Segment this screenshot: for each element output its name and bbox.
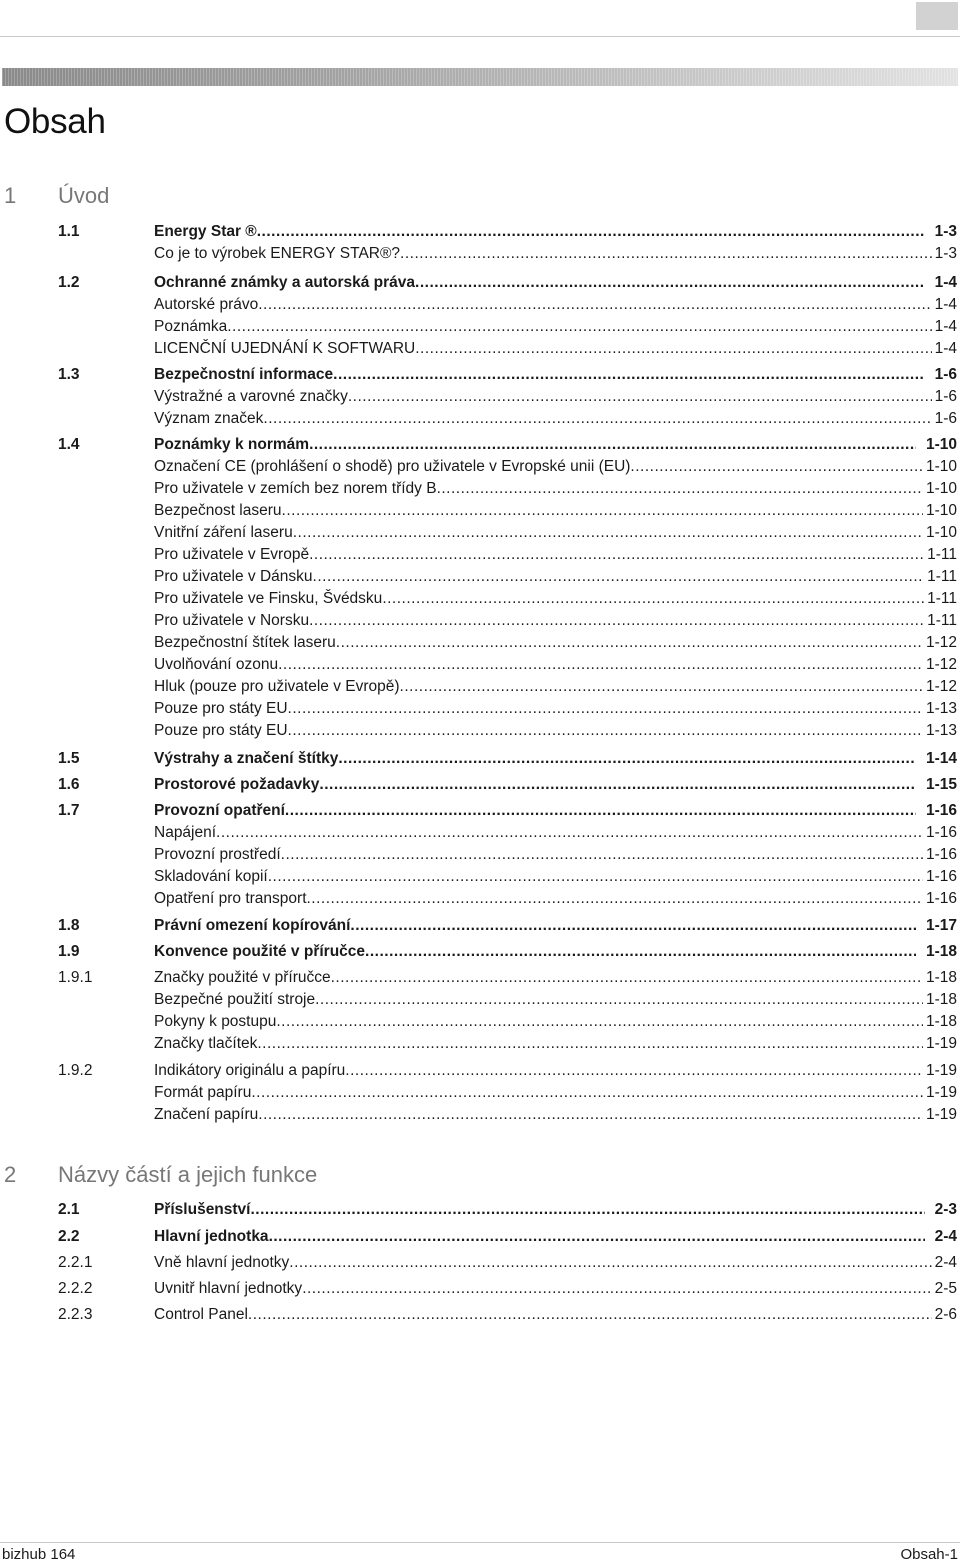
toc-entry-title: Pouze pro státy EU xyxy=(154,722,288,739)
toc-entry-number: 2.2.1 xyxy=(58,1254,93,1271)
dot-leader xyxy=(400,677,923,697)
toc-entry-number: 1.7 xyxy=(58,802,80,819)
toc-entry-number: 1.6 xyxy=(58,776,80,793)
toc-entry-page: 1-6 xyxy=(934,366,957,383)
toc-entry-page: 1-17 xyxy=(925,917,957,934)
toc-entry-title: Napájení xyxy=(154,824,217,841)
toc-entry-title: Poznámka xyxy=(154,318,228,335)
dot-leader xyxy=(307,889,923,909)
dot-leader xyxy=(263,409,931,429)
toc-entry-page: 1-3 xyxy=(934,245,957,262)
toc-entry-number: 1.4 xyxy=(58,436,80,453)
toc-entry-title: Ochranné známky a autorská práva xyxy=(154,274,416,291)
toc-entry[interactable] xyxy=(58,1200,957,1220)
toc-entry-page: 1-10 xyxy=(925,502,957,519)
toc-entry[interactable] xyxy=(58,677,957,697)
toc-entry-page: 1-10 xyxy=(925,524,957,541)
chapter-title: Názvy částí a jejich funkce xyxy=(58,1162,318,1187)
toc-entry-page: 1-4 xyxy=(934,340,957,357)
toc-entry-title: Význam značek xyxy=(154,410,264,427)
toc-entry-title: Značky použité v příručce xyxy=(154,969,331,986)
toc-entry-line xyxy=(154,1227,957,1247)
toc-entry-title: Provozní prostředí xyxy=(154,846,281,863)
dot-leader xyxy=(309,545,924,565)
toc-entry-title: Prostorové požadavky xyxy=(154,776,320,793)
toc-entry-line xyxy=(154,916,957,936)
dot-leader xyxy=(248,1305,932,1325)
toc-entry-page: 1-18 xyxy=(925,991,957,1008)
dot-leader xyxy=(309,611,924,631)
toc-entry-page: 1-19 xyxy=(925,1035,957,1052)
toc-entry-number: 1.9 xyxy=(58,943,80,960)
toc-entry-page: 1-12 xyxy=(925,678,957,695)
toc-entry-title: Pro uživatele v Norsku xyxy=(154,612,310,629)
toc-entry-line xyxy=(154,457,957,477)
toc-entry[interactable] xyxy=(58,867,957,887)
dot-leader xyxy=(227,317,931,337)
dot-leader xyxy=(365,942,916,962)
toc-entry[interactable] xyxy=(58,845,957,865)
chapter-number: 1 xyxy=(4,183,17,208)
toc-entry[interactable] xyxy=(58,801,957,821)
dot-leader xyxy=(415,273,925,293)
toc-entry-line xyxy=(154,244,957,264)
dot-leader xyxy=(285,801,916,821)
toc-entry-page: 1-18 xyxy=(925,969,957,986)
toc-entry-title: Pro uživatele v Evropě xyxy=(154,546,310,563)
toc-entry-title: Pokyny k postupu xyxy=(154,1013,277,1030)
toc-entry-line xyxy=(154,611,957,631)
toc-entry[interactable] xyxy=(58,1034,957,1054)
toc-entry[interactable] xyxy=(58,457,957,477)
dot-leader xyxy=(437,479,923,499)
toc-entry-page: 2-3 xyxy=(934,1201,957,1218)
toc-entry[interactable] xyxy=(58,1061,957,1081)
toc-entry-title: Konvence použité v příručce xyxy=(154,943,366,960)
toc-entry-number: 2.2.3 xyxy=(58,1306,93,1323)
toc-entry-line xyxy=(154,1200,957,1220)
toc-entry-number: 1.9.2 xyxy=(58,1062,93,1079)
dot-leader xyxy=(251,1200,925,1220)
toc-entry[interactable] xyxy=(58,1012,957,1032)
toc-entry-number: 1.8 xyxy=(58,917,80,934)
toc-entry[interactable] xyxy=(58,1083,957,1103)
dot-leader xyxy=(309,435,916,455)
toc-entry-number: 1.2 xyxy=(58,274,80,291)
dot-leader xyxy=(302,1279,931,1299)
toc-entry-line xyxy=(154,501,957,521)
toc-entry-title: Pro uživatele ve Finsku, Švédsku xyxy=(154,590,383,607)
toc-entry-line xyxy=(154,222,957,242)
toc-entry-line xyxy=(154,968,957,988)
toc-entry[interactable] xyxy=(58,567,957,587)
toc-entry[interactable] xyxy=(58,1305,957,1325)
toc-entry-page: 1-11 xyxy=(927,546,957,563)
dot-leader xyxy=(331,968,923,988)
toc-entry-line xyxy=(154,273,957,293)
page-title: Obsah xyxy=(4,102,106,141)
toc-entry-line xyxy=(154,801,957,821)
toc-entry[interactable] xyxy=(58,589,957,609)
toc-entry-line xyxy=(154,677,957,697)
toc-entry-page: 1-14 xyxy=(925,750,957,767)
toc-entry-line xyxy=(154,317,957,337)
toc-entry-page: 1-19 xyxy=(925,1106,957,1123)
dot-leader xyxy=(333,365,924,385)
toc-entry-line xyxy=(154,845,957,865)
dot-leader xyxy=(630,457,923,477)
dot-leader xyxy=(345,1061,923,1081)
toc-entry[interactable] xyxy=(58,273,957,293)
toc-entry[interactable] xyxy=(58,317,957,337)
footer-page-number: Obsah-1 xyxy=(900,1546,958,1563)
dot-leader xyxy=(293,523,923,543)
toc-entry-number: 1.9.1 xyxy=(58,969,93,986)
toc-entry-line xyxy=(154,699,957,719)
toc-entry[interactable] xyxy=(58,749,957,769)
toc-entry[interactable] xyxy=(58,942,957,962)
dot-leader xyxy=(257,222,925,242)
toc-entry-title: Co je to výrobek ENERGY STAR®? xyxy=(154,245,401,262)
toc-entry[interactable] xyxy=(58,545,957,565)
toc-entry-title: Energy Star ® xyxy=(154,223,257,240)
toc-entry-line xyxy=(154,823,957,843)
dot-leader xyxy=(288,699,923,719)
toc-entry-title: LICENČNÍ UJEDNÁNÍ K SOFTWARU xyxy=(154,340,416,357)
toc-entry-line xyxy=(154,1061,957,1081)
toc-entry-title: Control Panel xyxy=(154,1306,248,1323)
toc-entry-page: 1-11 xyxy=(927,612,957,629)
toc-entry-page: 1-19 xyxy=(925,1062,957,1079)
toc-entry-title: Skladování kopií xyxy=(154,868,268,885)
toc-entry[interactable] xyxy=(58,889,957,909)
toc-entry-title: Pro uživatele v zemích bez norem třídy B xyxy=(154,480,437,497)
toc-entry[interactable] xyxy=(58,823,957,843)
toc-entry[interactable] xyxy=(58,339,957,359)
corner-tab xyxy=(916,2,958,30)
toc-entry-line xyxy=(154,339,957,359)
toc-entry-page: 1-16 xyxy=(925,868,957,885)
dot-leader xyxy=(258,1105,923,1125)
dot-leader xyxy=(315,990,923,1010)
toc-entry-title: Indikátory originálu a papíru xyxy=(154,1062,346,1079)
toc-entry-page: 2-6 xyxy=(934,1306,957,1323)
toc-entry-line xyxy=(154,1305,957,1325)
toc-entry-page: 1-19 xyxy=(925,1084,957,1101)
toc-entry-page: 1-6 xyxy=(934,410,957,427)
toc-entry-line xyxy=(154,387,957,407)
toc-entry-page: 1-16 xyxy=(925,824,957,841)
dot-leader xyxy=(350,916,916,936)
toc-entry-line xyxy=(154,1279,957,1299)
toc-entry-page: 1-4 xyxy=(934,274,957,291)
toc-entry-line xyxy=(154,633,957,653)
toc-entry-title: Výstražné a varovné značky xyxy=(154,388,348,405)
dot-leader xyxy=(336,633,923,653)
toc-entry-title: Bezpečnost laseru xyxy=(154,502,282,519)
dot-leader xyxy=(338,749,916,769)
toc-entry-page: 1-10 xyxy=(925,436,957,453)
toc-entry-page: 1-4 xyxy=(934,296,957,313)
toc-entry-number: 1.5 xyxy=(58,750,80,767)
toc-entry-title: Hlavní jednotka xyxy=(154,1228,269,1245)
toc-entry-title: Formát papíru xyxy=(154,1084,252,1101)
toc-entry[interactable] xyxy=(58,435,957,455)
toc-entry-page: 1-18 xyxy=(925,1013,957,1030)
toc-entry-page: 1-15 xyxy=(925,776,957,793)
dot-leader xyxy=(415,339,931,359)
toc-entry-line xyxy=(154,545,957,565)
toc-entry[interactable] xyxy=(58,775,957,795)
toc-entry-line xyxy=(154,1253,957,1273)
toc-entry-page: 1-12 xyxy=(925,656,957,673)
header-band xyxy=(2,68,958,86)
toc-entry-page: 1-13 xyxy=(925,722,957,739)
toc-entry-page: 1-3 xyxy=(934,223,957,240)
toc-entry-title: Uvolňování ozonu xyxy=(154,656,279,673)
toc-entry-line xyxy=(154,523,957,543)
top-rule xyxy=(0,36,960,37)
toc-entry-line xyxy=(154,1012,957,1032)
toc-entry[interactable] xyxy=(58,409,957,429)
toc-entry-line xyxy=(154,775,957,795)
dot-leader xyxy=(258,295,931,315)
footer-product-name: bizhub 164 xyxy=(2,1546,76,1563)
toc-entry-line xyxy=(154,1105,957,1125)
dot-leader xyxy=(289,1253,931,1273)
dot-leader xyxy=(276,1012,923,1032)
toc-entry-title: Značky tlačítek xyxy=(154,1035,258,1052)
toc-entry[interactable] xyxy=(58,1253,957,1273)
toc-entry[interactable] xyxy=(58,387,957,407)
toc-entry[interactable] xyxy=(58,1279,957,1299)
toc-entry-title: Provozní opatření xyxy=(154,802,285,819)
toc-entry-title: Bezpečnostní informace xyxy=(154,366,334,383)
toc-entry[interactable] xyxy=(58,721,957,741)
toc-entry[interactable] xyxy=(58,479,957,499)
toc-entry-title: Výstrahy a značení štítky xyxy=(154,750,339,767)
toc-entry-page: 1-12 xyxy=(925,634,957,651)
dot-leader xyxy=(269,1227,925,1247)
toc-entry-title: Pouze pro státy EU xyxy=(154,700,288,717)
dot-leader xyxy=(257,1034,923,1054)
toc-entry-line xyxy=(154,409,957,429)
bottom-rule xyxy=(0,1542,960,1543)
toc-entry-line xyxy=(154,1034,957,1054)
toc-entry[interactable] xyxy=(58,699,957,719)
toc-entry[interactable] xyxy=(58,244,957,264)
dot-leader xyxy=(282,501,923,521)
toc-entry-page: 2-4 xyxy=(934,1254,957,1271)
toc-entry-number: 2.2.2 xyxy=(58,1280,93,1297)
toc-entry-line xyxy=(154,655,957,675)
toc-entry[interactable] xyxy=(58,916,957,936)
toc-entry-page: 1-16 xyxy=(925,846,957,863)
toc-entry[interactable] xyxy=(58,501,957,521)
toc-entry-line xyxy=(154,990,957,1010)
toc-entry-page: 1-10 xyxy=(925,458,957,475)
dot-leader xyxy=(288,721,923,741)
toc-entry-title: Označení CE (prohlášení o shodě) pro uživatele v Evropské unii (EU) xyxy=(154,458,631,475)
toc-entry[interactable] xyxy=(58,1105,957,1125)
toc-entry-title: Pro uživatele v Dánsku xyxy=(154,568,313,585)
dot-leader xyxy=(268,867,923,887)
toc-entry-title: Značení papíru xyxy=(154,1106,259,1123)
toc-entry[interactable] xyxy=(58,365,957,385)
toc-entry-page: 1-18 xyxy=(925,943,957,960)
toc-entry-title: Právní omezení kopírování xyxy=(154,917,351,934)
toc-entry[interactable] xyxy=(58,222,957,242)
chapter-title: Úvod xyxy=(58,183,110,208)
dot-leader xyxy=(382,589,924,609)
toc-entry-line xyxy=(154,295,957,315)
chapter-number: 2 xyxy=(4,1162,17,1187)
toc-entry-title: Hluk (pouze pro uživatele v Evropě) xyxy=(154,678,400,695)
toc-entry-line xyxy=(154,479,957,499)
toc-entry[interactable] xyxy=(58,295,957,315)
dot-leader xyxy=(313,567,925,587)
toc-entry-page: 1-4 xyxy=(934,318,957,335)
toc-entry-number: 1.1 xyxy=(58,223,80,240)
toc-entry-page: 1-11 xyxy=(927,568,957,585)
toc-entry-title: Vně hlavní jednotky xyxy=(154,1254,290,1271)
toc-entry[interactable] xyxy=(58,633,957,653)
toc-entry-title: Bezpečnostní štítek laseru xyxy=(154,634,336,651)
dot-leader xyxy=(281,845,923,865)
toc-entry-number: 2.2 xyxy=(58,1228,80,1245)
toc-entry-page: 2-5 xyxy=(934,1280,957,1297)
toc-entry-line xyxy=(154,365,957,385)
dot-leader xyxy=(319,775,916,795)
toc-entry[interactable] xyxy=(58,611,957,631)
toc-entry-page: 1-13 xyxy=(925,700,957,717)
toc-entry-line xyxy=(154,435,957,455)
toc-entry[interactable] xyxy=(58,655,957,675)
toc-entry-page: 1-10 xyxy=(925,480,957,497)
toc-entry-number: 2.1 xyxy=(58,1201,80,1218)
dot-leader xyxy=(216,823,923,843)
toc-entry-number: 1.3 xyxy=(58,366,80,383)
toc-entry-line xyxy=(154,942,957,962)
toc-entry[interactable] xyxy=(58,523,957,543)
toc-entry-line xyxy=(154,721,957,741)
toc-entry-page: 1-16 xyxy=(925,802,957,819)
toc-entry-page: 1-11 xyxy=(927,590,957,607)
toc-entry-page: 1-16 xyxy=(925,890,957,907)
toc-entry-page: 2-4 xyxy=(934,1228,957,1245)
toc-entry-title: Vnitřní záření laseru xyxy=(154,524,293,541)
toc-entry-line xyxy=(154,867,957,887)
toc-entry-page: 1-6 xyxy=(934,388,957,405)
toc-entry-title: Příslušenství xyxy=(154,1201,251,1218)
toc-entry-title: Poznámky k normám xyxy=(154,436,310,453)
toc-entry-title: Opatření pro transport xyxy=(154,890,307,907)
toc-entry-line xyxy=(154,589,957,609)
toc-entry[interactable] xyxy=(58,968,957,988)
toc-entry-title: Autorské právo xyxy=(154,296,259,313)
dot-leader xyxy=(251,1083,923,1103)
dot-leader xyxy=(400,244,932,264)
toc-entry-line xyxy=(154,1083,957,1103)
dot-leader xyxy=(278,655,923,675)
toc-entry-line xyxy=(154,749,957,769)
toc-entry[interactable] xyxy=(58,1227,957,1247)
toc-entry[interactable] xyxy=(58,990,957,1010)
toc-entry-title: Uvnitř hlavní jednotky xyxy=(154,1280,303,1297)
toc-entry-title: Bezpečné použití stroje xyxy=(154,991,316,1008)
toc-entry-line xyxy=(154,889,957,909)
toc-entry-line xyxy=(154,567,957,587)
dot-leader xyxy=(348,387,932,407)
